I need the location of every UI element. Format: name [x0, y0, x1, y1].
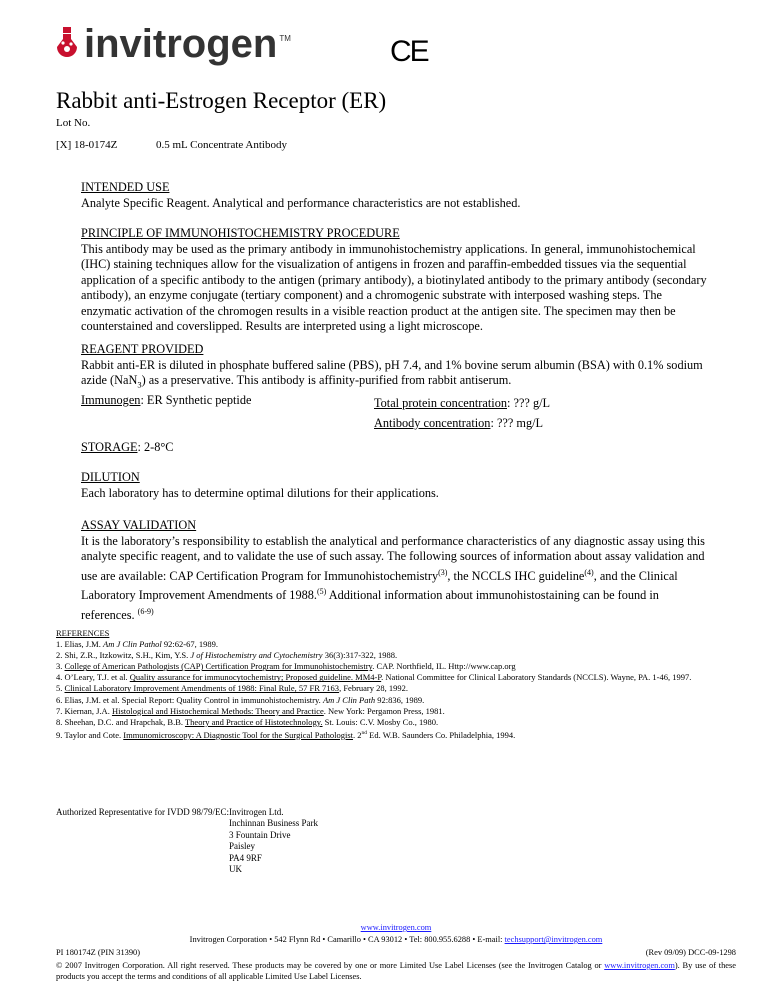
reference-item: 1. Elias, J.M. Am J Clin Pathol 92:62-67, 1989. [56, 639, 218, 650]
footer-copyright: © 2007 Invitrogen Corporation. All right reserved. These products may be covered by one or more Limited Use Label Licenses (see the Invitrogen Catalog or www.invitrogen.com). By use of these products you accept the terms and conditions of all applicable Limited Use Label Licenses. [56, 961, 736, 981]
reference-item: 8. Sheehan, D.C. and Hrapchak, B.B. Theory and Practice of Histotechnology. St. Louis: C.V. Mosby Co., 1980. [56, 716, 439, 727]
reference-item: 3. College of American Pathologists (CAP) Certification Program for Immunohistochemistry. CAP. Northfield, IL. Http://www.cap.org [56, 661, 516, 672]
flask-logo-icon [56, 27, 78, 61]
antibody-concentration-value: : ??? mg/L [490, 416, 544, 430]
lot-number-label: Lot No. [56, 117, 91, 129]
support-email-link[interactable]: techsupport@invitrogen.com [504, 935, 603, 944]
principle-heading: PRINCIPLE OF IMMUNOHISTOCHEMISTRY PROCEDURE [81, 226, 400, 240]
intended-use-text: Analyte Specific Reagent. Analytical and performance characteristics are not established. [81, 195, 521, 210]
reference-item: 2. Shi, Z.R., Itzkowitz, S.H., Kim, Y.S. J of Histochemistry and Cytochemistry 36(3):317-322, 1988. [56, 650, 398, 661]
reference-item: 7. Kiernan, J.A. Histological and Histochemical Methods: Theory and Practice. New York: Pergamon Press, 1981. [56, 705, 445, 716]
assay-validation-heading: ASSAY VALIDATION [81, 518, 197, 532]
copyright-website-link[interactable]: www.invitrogen.com [604, 961, 675, 970]
intended-use-section [81, 180, 713, 211]
reference-item: 9. Taylor and Cote. Immunomicroscopy: A Diagnostic Tool for the Surgical Pathologist. 2nd Ed. W.B. Saunders Co. Philadelphia, 1994. [56, 729, 516, 740]
concentration-block [374, 393, 550, 433]
references-section [56, 628, 736, 741]
invitrogen-logo [56, 22, 291, 66]
authorized-rep-label: Authorized Representative for IVDD 98/79/EC: [56, 807, 229, 817]
references-heading: REFERENCES [56, 628, 110, 638]
catalog-number: [X] 18-0174Z [56, 139, 118, 151]
logo-trademark: TM [279, 34, 291, 43]
intended-use-heading: INTENDED USE [81, 180, 170, 194]
pi-number: PI 180174Z (PIN 31390) [56, 948, 140, 957]
dilution-heading: DILUTION [81, 470, 140, 484]
storage-label: STORAGE [81, 440, 138, 454]
reagent-heading: REAGENT PROVIDED [81, 342, 204, 356]
principle-text: This antibody may be used as the primary antibody in immunohistochemistry applications. In general, immunohistochemical (IHC) staining techniques allow for the visualization of antigens in frozen and paraffin-embedded tissues via the sequential application of a specific antibody to the antigen (primary antibody), a biotinylated antibody to the primary antibody (secondary antibody), an enzyme conjugate (tertiary component) and a chromogenic substrate with interposed washing steps. The enzymatic activation of the chromogen results in a visible reaction product at the antigen site. The specimen may then be counterstained and coverslipped. Results are interpreted using a light microscope. [81, 241, 707, 333]
principle-section [81, 226, 713, 335]
product-title: Rabbit anti-Estrogen Receptor (ER) [56, 88, 387, 113]
immunogen-label: Immunogen [81, 393, 141, 407]
reference-item: 5. Clinical Laboratory Improvement Amendments of 1988: Final Rule, 57 FR 7163, February 28, 1992. [56, 683, 408, 694]
footer-pi-line [56, 947, 736, 958]
authorized-rep-address: Invitrogen Ltd. Inchinnan Business Park 3 Fountain Drive Paisley PA4 9RF UK [229, 807, 318, 875]
dilution-section [81, 470, 713, 501]
reference-item: 4. O’Leary, T.J. et al. Quality assurance for immunocytochemistry; Proposed guideline. MM4-P. National Committee for Clinical Laboratory Standards (NCCLS). Wayne, PA. 1-46, 1997. [56, 672, 692, 683]
storage-value: : 2-8°C [137, 440, 174, 454]
reagent-section [81, 342, 713, 393]
assay-validation-text: It is the laboratory’s responsibility to establish the analytical and performance characteristics of any diagnostic assay using this analyte specific reagent, and to validate the use of such assay. The following sources of information about assay validation and use are available: CAP Certification Program for Immunohistochemistry$^{(3)}$, the NCCLS IHC guideline$^{(4)}$, and the Clinical Laboratory Improvement Amendments of 1988.$^{(5)}$ Additional information about immunohistostaining can be found in references. $^{(6-9)}$ [81, 533, 705, 622]
reference-item: 6. Elias, J.M. et al. Special Report: Quality Control in immunohistochemistry. Am J Clin Path 92:836, 1989. [56, 694, 425, 705]
immunogen-line [81, 393, 251, 409]
logo-wordmark: invitrogen [84, 22, 278, 66]
protein-concentration-value: : ??? g/L [507, 396, 551, 410]
footer-website-line [56, 922, 736, 933]
assay-validation-section [81, 518, 713, 623]
antibody-concentration-label: Antibody concentration [374, 416, 491, 430]
storage-line [81, 440, 174, 455]
revision-number: (Rev 09/09) DCC-09-1298 [645, 948, 736, 957]
ce-mark: CE [390, 35, 428, 68]
footer-corporation-line: Invitrogen Corporation • 542 Flynn Rd • Camarillo • CA 93012 • Tel: 800.955.6288 • E-mail: techsupport@invitrogen.com [189, 935, 603, 944]
dilution-text: Each laboratory has to determine optimal dilutions for their applications. [81, 485, 439, 500]
immunogen-value: : ER Synthetic peptide [140, 393, 252, 407]
protein-concentration-label: Total protein concentration [374, 396, 507, 410]
catalog-description: 0.5 mL Concentrate Antibody [156, 139, 287, 151]
reagent-text: Rabbit anti-ER is diluted in phosphate buffered saline (PBS), pH 7.4, and 1% bovine serum albumin (BSA) with 0.1% sodium azide (NaN$_3$) as a preservative. This antibody is affinity-purified from rabbit antiserum. [81, 357, 703, 390]
website-link[interactable]: www.invitrogen.com [360, 923, 432, 932]
